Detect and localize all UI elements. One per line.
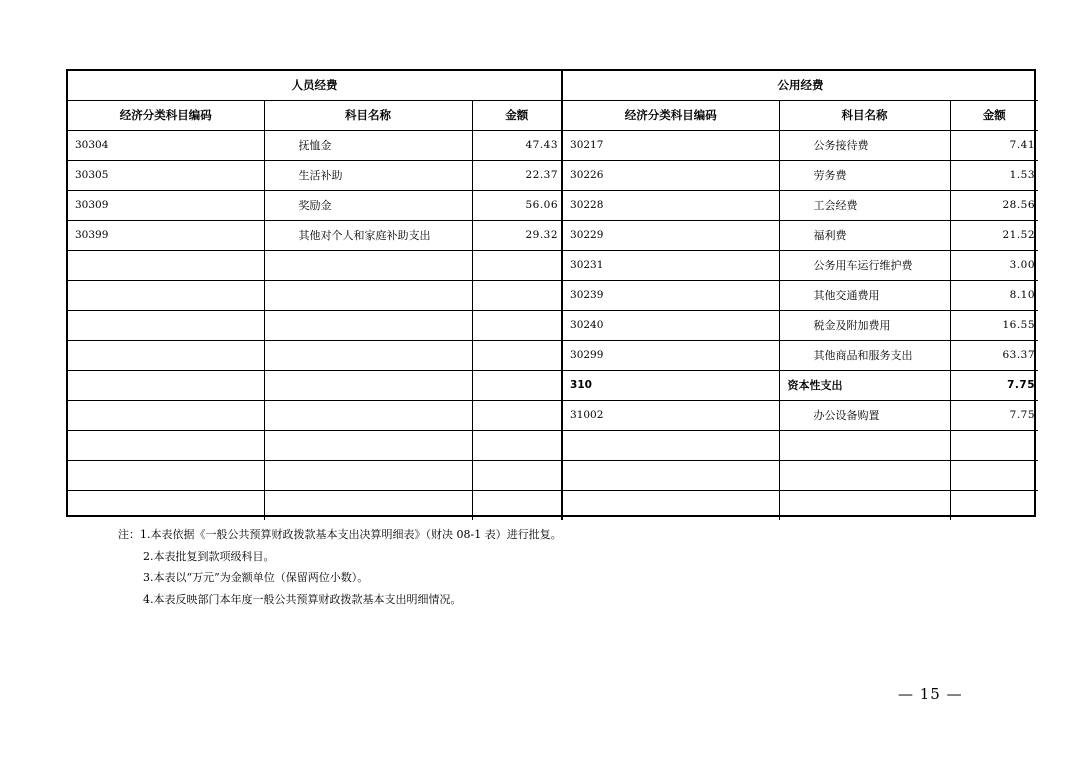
public-group-header: 公用经费 (562, 71, 1038, 101)
public-amount-cell: 16.55 (950, 311, 1038, 341)
public-amount-cell: 7.75 (950, 401, 1038, 431)
table-row (68, 191, 1038, 221)
public-name-cell: 办公设备购置 (779, 401, 950, 431)
personnel-amount-header: 金额 (472, 101, 562, 131)
personnel-name-cell: 生活补助 (264, 161, 472, 191)
personnel-amount-cell (472, 281, 562, 311)
public-name-cell: 其他商品和服务支出 (779, 341, 950, 371)
personnel-amount-cell: 56.06 (472, 191, 562, 221)
personnel-name-cell: 奖励金 (264, 191, 472, 221)
table-row (68, 461, 1038, 491)
public-amount-cell: 3.00 (950, 251, 1038, 281)
personnel-code-cell: 30399 (68, 221, 264, 251)
personnel-amount-cell (472, 251, 562, 281)
personnel-code-cell: 30305 (68, 161, 264, 191)
personnel-amount-cell (472, 341, 562, 371)
personnel-code-cell (68, 371, 264, 401)
personnel-code-cell (68, 461, 264, 491)
personnel-name-cell (264, 401, 472, 431)
personnel-amount-cell (472, 371, 562, 401)
public-name-cell (779, 491, 950, 521)
public-amount-cell: 21.52 (950, 221, 1038, 251)
personnel-amount-cell (472, 401, 562, 431)
public-code-cell: 30226 (562, 161, 779, 191)
personnel-name-cell (264, 311, 472, 341)
personnel-code-header: 经济分类科目编码 (68, 101, 264, 131)
personnel-code-cell: 30304 (68, 131, 264, 161)
public-code-cell: 31002 (562, 401, 779, 431)
personnel-code-cell (68, 281, 264, 311)
public-code-cell (562, 491, 779, 521)
table-row (68, 281, 1038, 311)
personnel-name-cell: 其他对个人和家庭补助支出 (264, 221, 472, 251)
personnel-code-cell (68, 401, 264, 431)
public-code-cell: 30217 (562, 131, 779, 161)
public-amount-cell: 28.56 (950, 191, 1038, 221)
personnel-name-cell (264, 491, 472, 521)
personnel-amount-cell (472, 311, 562, 341)
table-row (68, 371, 1038, 401)
personnel-amount-cell: 29.32 (472, 221, 562, 251)
notes-block (118, 524, 562, 610)
table-row (68, 221, 1038, 251)
public-name-cell: 其他交通费用 (779, 281, 950, 311)
personnel-code-cell (68, 491, 264, 521)
table-row (68, 341, 1038, 371)
personnel-amount-cell (472, 461, 562, 491)
public-name-cell: 公务用车运行维护费 (779, 251, 950, 281)
personnel-name-cell (264, 431, 472, 461)
personnel-name-cell (264, 281, 472, 311)
page-number: — 15 — (898, 685, 963, 703)
public-amount-cell: 8.10 (950, 281, 1038, 311)
personnel-code-cell: 30309 (68, 191, 264, 221)
public-code-cell (562, 431, 779, 461)
public-code-cell: 30229 (562, 221, 779, 251)
personnel-amount-cell: 47.43 (472, 131, 562, 161)
budget-table (68, 71, 1038, 520)
public-code-header: 经济分类科目编码 (562, 101, 779, 131)
public-code-cell: 30228 (562, 191, 779, 221)
note-3: 3.本表以“万元”为金额单位（保留两位小数）。 (143, 571, 369, 584)
public-code-cell: 30239 (562, 281, 779, 311)
public-code-cell: 310 (562, 371, 779, 401)
public-name-cell: 福利费 (779, 221, 950, 251)
personnel-code-cell (68, 341, 264, 371)
personnel-amount-cell (472, 431, 562, 461)
table-row (68, 311, 1038, 341)
personnel-amount-cell (472, 491, 562, 521)
public-amount-cell: 7.75 (950, 371, 1038, 401)
column-header-row (68, 101, 1038, 131)
public-name-cell (779, 431, 950, 461)
personnel-name-header: 科目名称 (264, 101, 472, 131)
table-row (68, 491, 1038, 521)
personnel-name-cell (264, 341, 472, 371)
budget-table-frame (66, 69, 1036, 517)
public-amount-cell: 63.37 (950, 341, 1038, 371)
table-row (68, 401, 1038, 431)
personnel-name-cell: 抚恤金 (264, 131, 472, 161)
public-amount-cell (950, 461, 1038, 491)
public-name-cell: 资本性支出 (779, 371, 950, 401)
table-row (68, 161, 1038, 191)
public-code-cell (562, 461, 779, 491)
note-2: 2.本表批复到款项级科目。 (143, 549, 275, 563)
public-code-cell: 30299 (562, 341, 779, 371)
personnel-group-header: 人员经费 (68, 71, 562, 101)
public-code-cell: 30240 (562, 311, 779, 341)
personnel-name-cell (264, 461, 472, 491)
public-name-cell (779, 461, 950, 491)
public-amount-header: 金额 (950, 101, 1038, 131)
group-header-row (68, 71, 1038, 101)
personnel-code-cell (68, 431, 264, 461)
personnel-name-cell (264, 251, 472, 281)
table-row (68, 131, 1038, 161)
personnel-name-cell (264, 371, 472, 401)
public-code-cell: 30231 (562, 251, 779, 281)
public-amount-cell: 7.41 (950, 131, 1038, 161)
public-name-header: 科目名称 (779, 101, 950, 131)
note-4: 4.本表反映部门本年度一般公共预算财政拨款基本支出明细情况。 (143, 592, 462, 606)
table-row (68, 251, 1038, 281)
public-amount-cell: 1.53 (950, 161, 1038, 191)
public-name-cell: 税金及附加费用 (779, 311, 950, 341)
public-amount-cell (950, 431, 1038, 461)
personnel-code-cell (68, 311, 264, 341)
note-1: 注：1.本表依据《一般公共预算财政拨款基本支出决算明细表》（财决 08-1 表）进行批复。 (118, 528, 562, 541)
table-body (68, 131, 1038, 521)
public-amount-cell (950, 491, 1038, 521)
public-name-cell: 劳务费 (779, 161, 950, 191)
public-name-cell: 公务接待费 (779, 131, 950, 161)
personnel-amount-cell: 22.37 (472, 161, 562, 191)
personnel-code-cell (68, 251, 264, 281)
table-row (68, 431, 1038, 461)
public-name-cell: 工会经费 (779, 191, 950, 221)
